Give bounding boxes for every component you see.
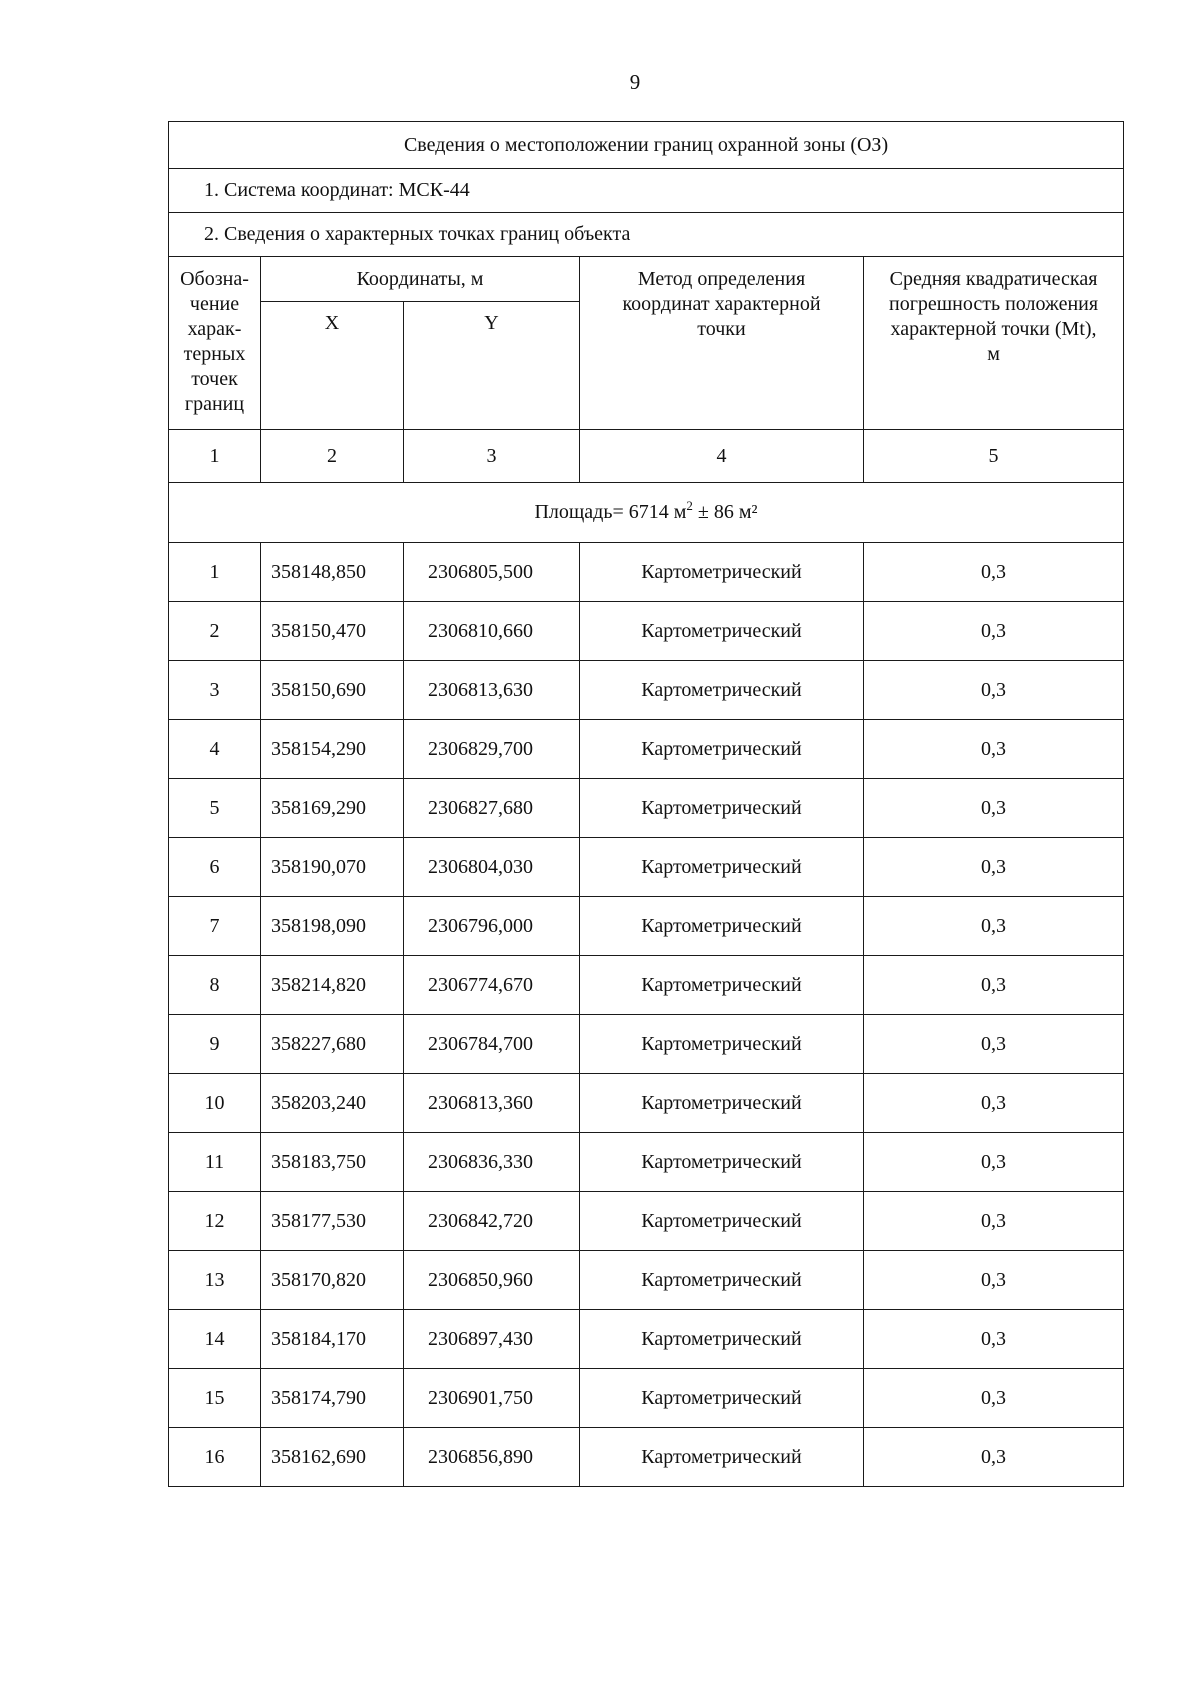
table-row <box>169 1133 1124 1192</box>
error-cell: 0,3 <box>864 720 1124 779</box>
x-cell: 358170,820 <box>261 1251 404 1310</box>
y-cell: 2306901,750 <box>404 1369 580 1428</box>
y-cell: 2306856,890 <box>404 1428 580 1487</box>
point-cell: 1 <box>169 543 261 602</box>
header-error <box>864 257 1124 430</box>
y-cell: 2306897,430 <box>404 1310 580 1369</box>
point-cell: 3 <box>169 661 261 720</box>
y-cell: 2306842,720 <box>404 1192 580 1251</box>
point-cell: 16 <box>169 1428 261 1487</box>
header-point-label-text: Обозна- чение харак- терных точек границ <box>180 268 249 415</box>
y-cell: 2306829,700 <box>404 720 580 779</box>
header-x: X <box>261 302 404 430</box>
table-row <box>169 956 1124 1015</box>
method-cell: Картометрический <box>580 838 864 897</box>
point-cell: 9 <box>169 1015 261 1074</box>
x-cell: 358150,470 <box>261 602 404 661</box>
error-cell: 0,3 <box>864 602 1124 661</box>
x-cell: 358174,790 <box>261 1369 404 1428</box>
error-cell: 0,3 <box>864 543 1124 602</box>
column-number: 1 <box>169 430 261 483</box>
x-cell: 358184,170 <box>261 1310 404 1369</box>
method-cell: Картометрический <box>580 661 864 720</box>
table-row <box>169 897 1124 956</box>
point-cell: 2 <box>169 602 261 661</box>
method-cell: Картометрический <box>580 1428 864 1487</box>
y-cell: 2306827,680 <box>404 779 580 838</box>
error-cell: 0,3 <box>864 1428 1124 1487</box>
point-cell: 6 <box>169 838 261 897</box>
point-cell: 5 <box>169 779 261 838</box>
method-cell: Картометрический <box>580 897 864 956</box>
y-cell: 2306805,500 <box>404 543 580 602</box>
header-y: Y <box>404 302 580 430</box>
method-cell: Картометрический <box>580 602 864 661</box>
boundary-points-table <box>168 121 1124 1487</box>
method-cell: Картометрический <box>580 956 864 1015</box>
x-cell: 358227,680 <box>261 1015 404 1074</box>
header-error-text: Средняя квадратическая погрешность положения характерной точки (Mt), м <box>888 268 1099 365</box>
x-cell: 358198,090 <box>261 897 404 956</box>
table-row <box>169 1074 1124 1133</box>
x-cell: 358150,690 <box>261 661 404 720</box>
x-cell: 358177,530 <box>261 1192 404 1251</box>
area-suffix: ± 86 м² <box>692 501 758 523</box>
y-cell: 2306813,360 <box>404 1074 580 1133</box>
table-row <box>169 720 1124 779</box>
point-cell: 14 <box>169 1310 261 1369</box>
y-cell: 2306836,330 <box>404 1133 580 1192</box>
column-number: 2 <box>261 430 404 483</box>
y-cell: 2306784,700 <box>404 1015 580 1074</box>
y-cell: 2306774,670 <box>404 956 580 1015</box>
y-cell: 2306850,960 <box>404 1251 580 1310</box>
area-superscript: 2 <box>686 498 693 513</box>
method-cell: Картометрический <box>580 1133 864 1192</box>
table-row <box>169 543 1124 602</box>
x-cell: 358154,290 <box>261 720 404 779</box>
method-cell: Картометрический <box>580 720 864 779</box>
point-cell: 12 <box>169 1192 261 1251</box>
table-row <box>169 1015 1124 1074</box>
error-cell: 0,3 <box>864 1015 1124 1074</box>
method-cell: Картометрический <box>580 1015 864 1074</box>
x-cell: 358214,820 <box>261 956 404 1015</box>
table-row <box>169 1310 1124 1369</box>
point-cell: 8 <box>169 956 261 1015</box>
table-title: Сведения о местоположении границ охранной зоны (ОЗ) <box>169 122 1124 169</box>
error-cell: 0,3 <box>864 779 1124 838</box>
point-cell: 7 <box>169 897 261 956</box>
x-cell: 358190,070 <box>261 838 404 897</box>
error-cell: 0,3 <box>864 1369 1124 1428</box>
method-cell: Картометрический <box>580 1369 864 1428</box>
x-cell: 358183,750 <box>261 1133 404 1192</box>
point-cell: 11 <box>169 1133 261 1192</box>
method-cell: Картометрический <box>580 779 864 838</box>
table-row <box>169 1428 1124 1487</box>
header-method-text: Метод определения координат характерной точки <box>622 268 821 340</box>
table-row <box>169 1369 1124 1428</box>
area-line <box>169 483 1124 543</box>
table-row <box>169 838 1124 897</box>
error-cell: 0,3 <box>864 1310 1124 1369</box>
error-cell: 0,3 <box>864 838 1124 897</box>
x-cell: 358148,850 <box>261 543 404 602</box>
table-row <box>169 661 1124 720</box>
point-cell: 10 <box>169 1074 261 1133</box>
x-cell: 358203,240 <box>261 1074 404 1133</box>
y-cell: 2306810,660 <box>404 602 580 661</box>
column-number: 3 <box>404 430 580 483</box>
points-section-heading: 2. Сведения о характерных точках границ объекта <box>169 213 1124 257</box>
point-cell: 4 <box>169 720 261 779</box>
error-cell: 0,3 <box>864 1074 1124 1133</box>
point-cell: 15 <box>169 1369 261 1428</box>
y-cell: 2306813,630 <box>404 661 580 720</box>
table-row <box>169 1251 1124 1310</box>
header-coordinates: Координаты, м <box>261 257 580 302</box>
error-cell: 0,3 <box>864 1133 1124 1192</box>
y-cell: 2306804,030 <box>404 838 580 897</box>
method-cell: Картометрический <box>580 543 864 602</box>
y-cell: 2306796,000 <box>404 897 580 956</box>
table-row <box>169 1192 1124 1251</box>
error-cell: 0,3 <box>864 897 1124 956</box>
method-cell: Картометрический <box>580 1310 864 1369</box>
method-cell: Картометрический <box>580 1251 864 1310</box>
point-cell: 13 <box>169 1251 261 1310</box>
x-cell: 358162,690 <box>261 1428 404 1487</box>
error-cell: 0,3 <box>864 956 1124 1015</box>
table-row <box>169 779 1124 838</box>
area-prefix: Площадь= 6714 м <box>534 501 687 523</box>
error-cell: 0,3 <box>864 661 1124 720</box>
page-number: 9 <box>629 70 641 94</box>
method-cell: Картометрический <box>580 1192 864 1251</box>
coordinate-system-line: 1. Система координат: МСК-44 <box>169 169 1124 213</box>
table-row <box>169 602 1124 661</box>
header-point-label <box>169 257 261 430</box>
error-cell: 0,3 <box>864 1251 1124 1310</box>
error-cell: 0,3 <box>864 1192 1124 1251</box>
method-cell: Картометрический <box>580 1074 864 1133</box>
x-cell: 358169,290 <box>261 779 404 838</box>
column-number: 4 <box>580 430 864 483</box>
header-method <box>580 257 864 430</box>
column-number: 5 <box>864 430 1124 483</box>
